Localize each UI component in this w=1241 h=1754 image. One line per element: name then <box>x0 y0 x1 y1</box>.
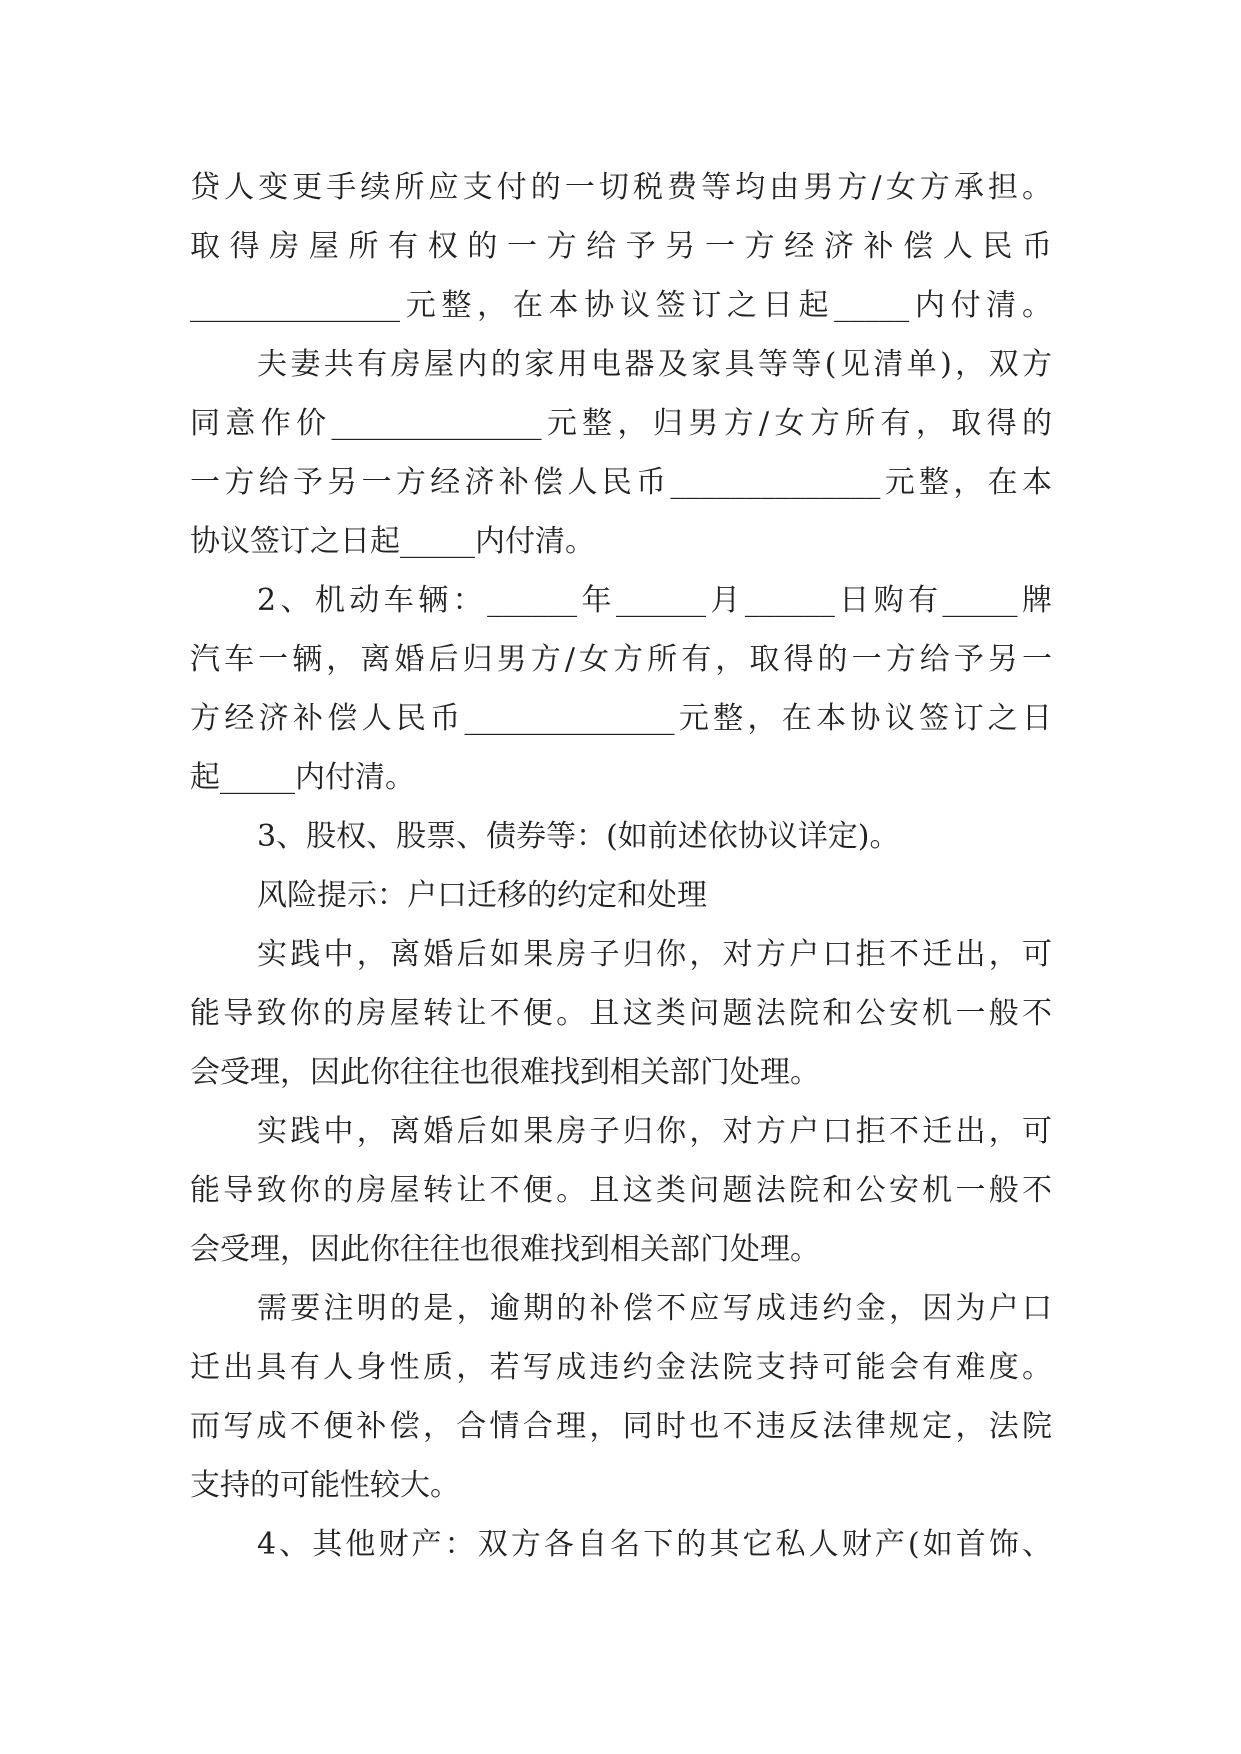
text-line: 能导致你的房屋转让不便。且这类问题法院和公安机一般不 <box>190 1173 1052 1208</box>
paragraph-end-line: 会受理，因此你往往也很难找到相关部门处理。 <box>190 1232 820 1267</box>
document-body <box>190 158 1052 1574</box>
text-line: 方经济补偿人民币______________元整，在本协议签订之日 <box>190 701 1052 736</box>
paragraph-start-line: 实践中，离婚后如果房子归你，对方户口拒不迁出，可 <box>257 937 1052 972</box>
paragraph-start-line: 夫妻共有房屋内的家用电器及家具等等(见清单)，双方 <box>257 347 1052 382</box>
paragraph-start-line: 4、其他财产：双方各自名下的其它私人财产(如首饰、 <box>257 1527 1052 1562</box>
paragraph-start-line: 实践中，离婚后如果房子归你，对方户口拒不迁出，可 <box>257 1114 1052 1149</box>
paragraph-end-line: 起_____内付清。 <box>190 760 415 795</box>
paragraph-end-line: 支持的可能性较大。 <box>190 1468 460 1503</box>
text-line: ______________元整，在本协议签订之日起_____内付清。 <box>190 288 1052 323</box>
text-line: 而写成不便补偿，合情合理，同时也不违反法律规定，法院 <box>190 1409 1052 1444</box>
text-line: 一方给予另一方经济补偿人民币______________元整，在本 <box>190 465 1052 500</box>
text-line: 贷人变更手续所应支付的一切税费等均由男方/女方承担。 <box>190 170 1052 205</box>
paragraph-start-line: 2、机动车辆：______年______月______日购有_____牌 <box>257 583 1052 618</box>
risk-heading: 风险提示：户口迁移的约定和处理 <box>257 878 707 913</box>
paragraph-start-line: 需要注明的是，逾期的补偿不应写成违约金，因为户口 <box>257 1291 1052 1326</box>
text-line: 同意作价______________元整，归男方/女方所有，取得的 <box>190 406 1052 441</box>
text-line: 能导致你的房屋转让不便。且这类问题法院和公安机一般不 <box>190 996 1052 1031</box>
paragraph-end-line: 协议签订之日起_____内付清。 <box>190 524 595 559</box>
text-line: 取得房屋所有权的一方给予另一方经济补偿人民币 <box>190 229 1052 264</box>
text-line: 迁出具有人身性质，若写成违约金法院支持可能会有难度。 <box>190 1350 1052 1385</box>
text-line: 汽车一辆，离婚后归男方/女方所有，取得的一方给予另一 <box>190 642 1052 677</box>
paragraph-end-line: 会受理，因此你往往也很难找到相关部门处理。 <box>190 1055 820 1090</box>
paragraph-line: 3、股权、股票、债券等：(如前述依协议详定)。 <box>257 819 900 854</box>
